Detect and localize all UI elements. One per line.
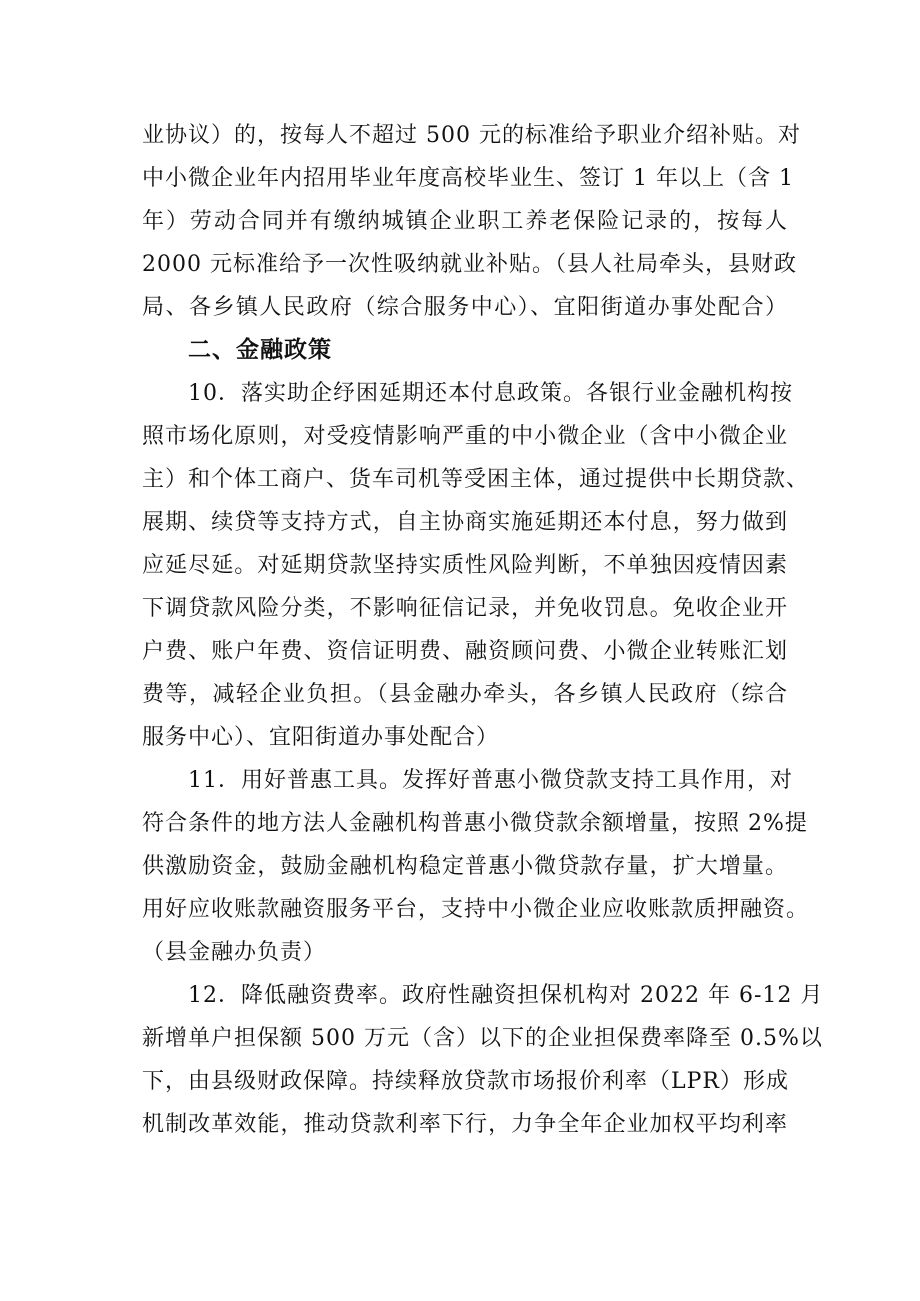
text-line: 2000 元标准给予一次性吸纳就业补贴。（县人社局牵头，县财政: [142, 252, 797, 277]
text-line: 供激励资金，鼓励金融机构稳定普惠小微贷款存量，扩大增量。: [142, 854, 788, 879]
section-heading: 二、金融政策: [188, 337, 332, 363]
text-line: 新增单户担保额 500 万元（含）以下的企业担保费率降至 0.5%以: [142, 1026, 823, 1051]
text-line: 局、各乡镇人民政府（综合服务中心）、宜阳街道办事处配合）: [142, 295, 788, 320]
text-line: 年）劳动合同并有缴纳城镇企业职工养老保险记录的，按每人: [142, 209, 788, 234]
document-body: [142, 114, 824, 1146]
text-line: 主）和个体工商户、货车司机等受困主体，通过提供中长期贷款、: [142, 467, 810, 492]
text-line: 11．用好普惠工具。发挥好普惠小微贷款支持工具作用，对: [188, 768, 793, 793]
text-line: 中小微企业年内招用毕业年度高校毕业生、签订 1 年以上（含 1: [142, 166, 794, 191]
text-line: 机制改革效能，推动贷款利率下行，力争全年企业加权平均利率: [142, 1112, 788, 1137]
text-line: 下，由县级财政保障。持续释放贷款市场报价利率（LPR）形成: [142, 1069, 789, 1094]
text-line: 展期、续贷等支持方式，自主协商实施延期还本付息，努力做到: [142, 510, 788, 535]
intro-paragraph: [142, 114, 801, 329]
text-line: 应延尽延。对延期贷款坚持实质性风险判断，不单独因疫情因素: [142, 553, 788, 578]
text-line: 户费、账户年费、资信证明费、融资顾问费、小微企业转账汇划: [142, 639, 788, 664]
item-11-paragraph: [142, 759, 810, 974]
item-12-paragraph: [142, 974, 824, 1146]
text-line: （县金融办负责）: [142, 940, 327, 965]
text-line: 服务中心）、宜阳街道办事处配合）: [142, 725, 500, 750]
text-line: 用好应收账款融资服务平台，支持中小微企业应收账款质押融资。: [142, 897, 810, 922]
text-line: 业协议）的，按每人不超过 500 元的标准给予职业介绍补贴。对: [142, 123, 801, 148]
text-line: 照市场化原则，对受疫情影响严重的中小微企业（含中小微企业: [142, 424, 788, 449]
text-line: 下调贷款风险分类，不影响征信记录，并免收罚息。免收企业开: [142, 596, 788, 621]
item-10-paragraph: [142, 372, 810, 759]
text-line: 符合条件的地方法人金融机构普惠小微贷款余额增量，按照 2%提: [142, 811, 808, 836]
text-line: 10．落实助企纾困延期还本付息政策。各银行业金融机构按: [188, 381, 793, 406]
text-line: 费等，减轻企业负担。（县金融办牵头，各乡镇人民政府（综合: [142, 682, 788, 707]
text-line: 12．降低融资费率。政府性融资担保机构对 2022 年 6-12 月: [188, 983, 824, 1008]
